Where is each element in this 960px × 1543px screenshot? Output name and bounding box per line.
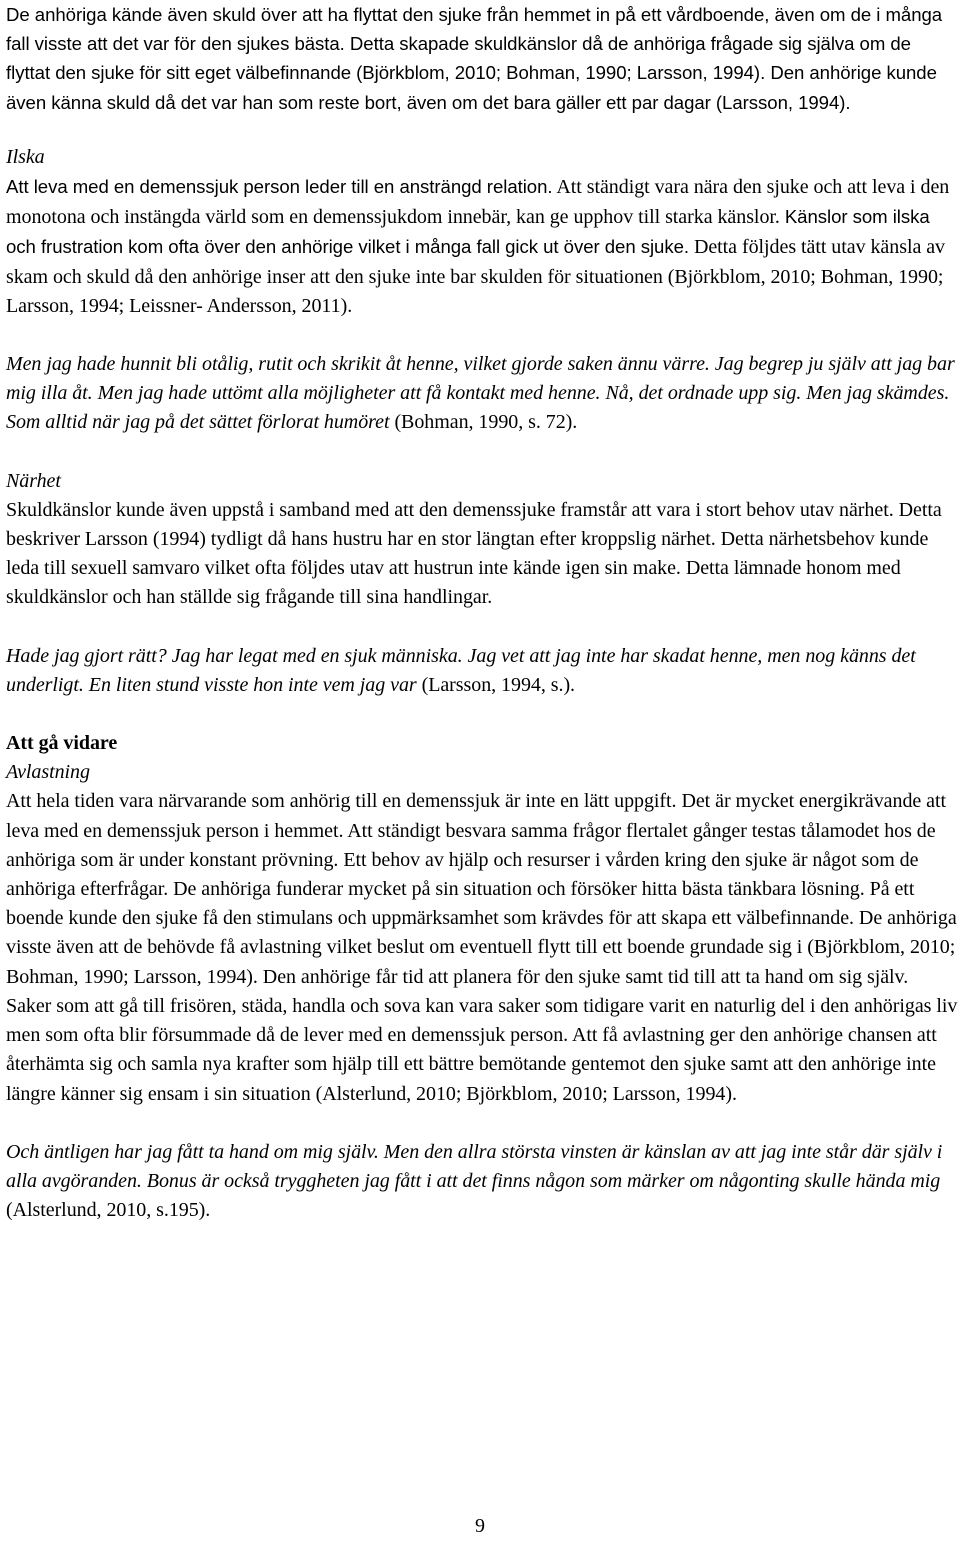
quote-text: Hade jag gjort rätt? Jag har legat med en sjuk människa. Jag vet att jag inte har skadat henne, men nog känns det underligt. En liten stund visste hon inte vem jag var bbox=[6, 644, 916, 696]
quote-alsterlund bbox=[6, 1138, 958, 1226]
paragraph-text: Att leva med en demenssjuk person leder till en ansträngd relation. bbox=[6, 176, 553, 198]
paragraph-ilska bbox=[6, 172, 958, 321]
citation: (Larsson, 1994, s.). bbox=[421, 673, 576, 696]
spacer bbox=[6, 700, 958, 729]
quote-text: Och äntligen har jag fått ta hand om mig själv. Men den allra största vinsten är känslan av att jag inte står där själv i alla avgöranden. Bonus är också tryggheten jag fått i att det finns någon som märker om någonting skulle hända mig bbox=[6, 1140, 943, 1192]
spacer bbox=[6, 613, 958, 642]
citation: (Alsterlund, 2010, s.195). bbox=[6, 1199, 211, 1222]
spacer bbox=[6, 438, 958, 467]
subheading-narhet: Närhet bbox=[6, 469, 61, 492]
paragraph-narhet: Skuldkänslor kunde även uppstå i samband med att den demenssjuke framstår att vara i stort behov utav närhet. Detta beskriver Larsson (1994) tydligt då hans hustru har en stor längtan efter kroppslig närhet. Detta närhetsbehov kunde leda till sexuell samvaro vilket ofta följdes utav att hustrun inte kände igen sin make. Detta lämnade honom med skuldkänslor och han ställde sig frågande till sina handlingar. bbox=[6, 498, 942, 609]
paragraph-avlastning: Att hela tiden vara närvarande som anhörig till en demenssjuk är inte en lätt uppgift. Det är mycket energikrävande att leva med en demenssjuk person i hemmet. Att ständigt besvara samma frågor flertalet gånger testas tålamodet hos de anhöriga som är under konstant prövning. Ett behov av hjälp och resurser i vården kring den sjuke är något som de anhöriga efterfrågar. De anhöriga funderar mycket på sin situation och försöker hitta bästa tänkbara lösning. På ett boende kunde den sjuke få den stimulans och uppmärksamhet som krävdes för att skapa ett välbefinnande. De anhöriga visste även att de behövde få avlastning vilket beslut om eventuell flytt till ett boende grundade sig i (Björkblom, 2010; Bohman, 1990; Larsson, 1994). Den anhörige får tid att planera för den sjuke samt tid till att ta hand om sig själv. Saker som att gå till frisören, städa, handla och sova kan vara saker som tidigare varit en naturlig del i den anhörigas liv men som ofta blir försummade då de lever med en demenssjuk person. Att få avlastning ger den anhörige chansen att återhämta sig och samla nya krafter som hjälp till ett bättre bemötande gentemot den sjuke samt att den anhörige inte längre känner sig ensam i sin situation (Alsterlund, 2010; Björkblom, 2010; Larsson, 1994). bbox=[6, 790, 958, 1105]
paragraph-text: Känslor som ilska och frustration kom ofta över den anhörige vilket i många fall gick ut över den sjuke. bbox=[6, 206, 930, 258]
spacer bbox=[6, 321, 958, 350]
paragraph-text: Att ständigt vara nära den sjuke och att leva i den monotona och instängda värld som en demenssjukdom innebär, kan ge upphov till starka känslor. bbox=[6, 176, 950, 229]
section-heading: Att gå vidare bbox=[6, 732, 118, 755]
page-number: 9 bbox=[475, 1515, 485, 1537]
paragraph-text: De anhöriga kände även skuld över att ha flyttat den sjuke från hemmet in på ett vårdboende, även om de i många fall visste att det var för den sjukes bästa. Detta skapade skuldkänslor då de anhöriga frågade sig själva om de flyttat den sjuke för sitt eget välbefinnande (Björkblom, 2010; Bohman, 1990; Larsson, 1994). bbox=[6, 4, 943, 84]
quote-text: Men jag hade hunnit bli otålig, rutit och skrikit åt henne, vilket gjorde saken ännu värre. Jag begrep ju själv att jag bar mig illa åt. Men jag hade uttömt alla möjligheter att få kontakt med henne. Nå, det ordnade upp sig. Men jag skämdes. Som alltid när jag på det sättet förlorat humöret bbox=[6, 353, 955, 434]
paragraph-skuld-flytt bbox=[6, 0, 958, 117]
document-page bbox=[6, 0, 958, 1225]
quote-larsson bbox=[6, 642, 958, 700]
subheading-avlastning: Avlastning bbox=[6, 761, 90, 784]
subheading-ilska: Ilska bbox=[6, 145, 45, 168]
spacer bbox=[6, 117, 958, 143]
citation: (Bohman, 1990, s. 72). bbox=[394, 411, 578, 434]
paragraph-text: Den anhörige kunde även känna skuld då det var han som reste bort, även om det bara gäller ett par dagar (Larsson, 1994). bbox=[6, 62, 937, 113]
spacer bbox=[6, 1109, 958, 1138]
quote-bohman bbox=[6, 350, 958, 438]
paragraph-text: Detta följdes tätt utav känsla av skam och skuld då den anhörige inser att den sjuke inte bar skulden för situationen (Björkblom, 2010; Bohman, 1990; Larsson, 1994; Leissner- Andersson, 2011). bbox=[6, 236, 945, 317]
